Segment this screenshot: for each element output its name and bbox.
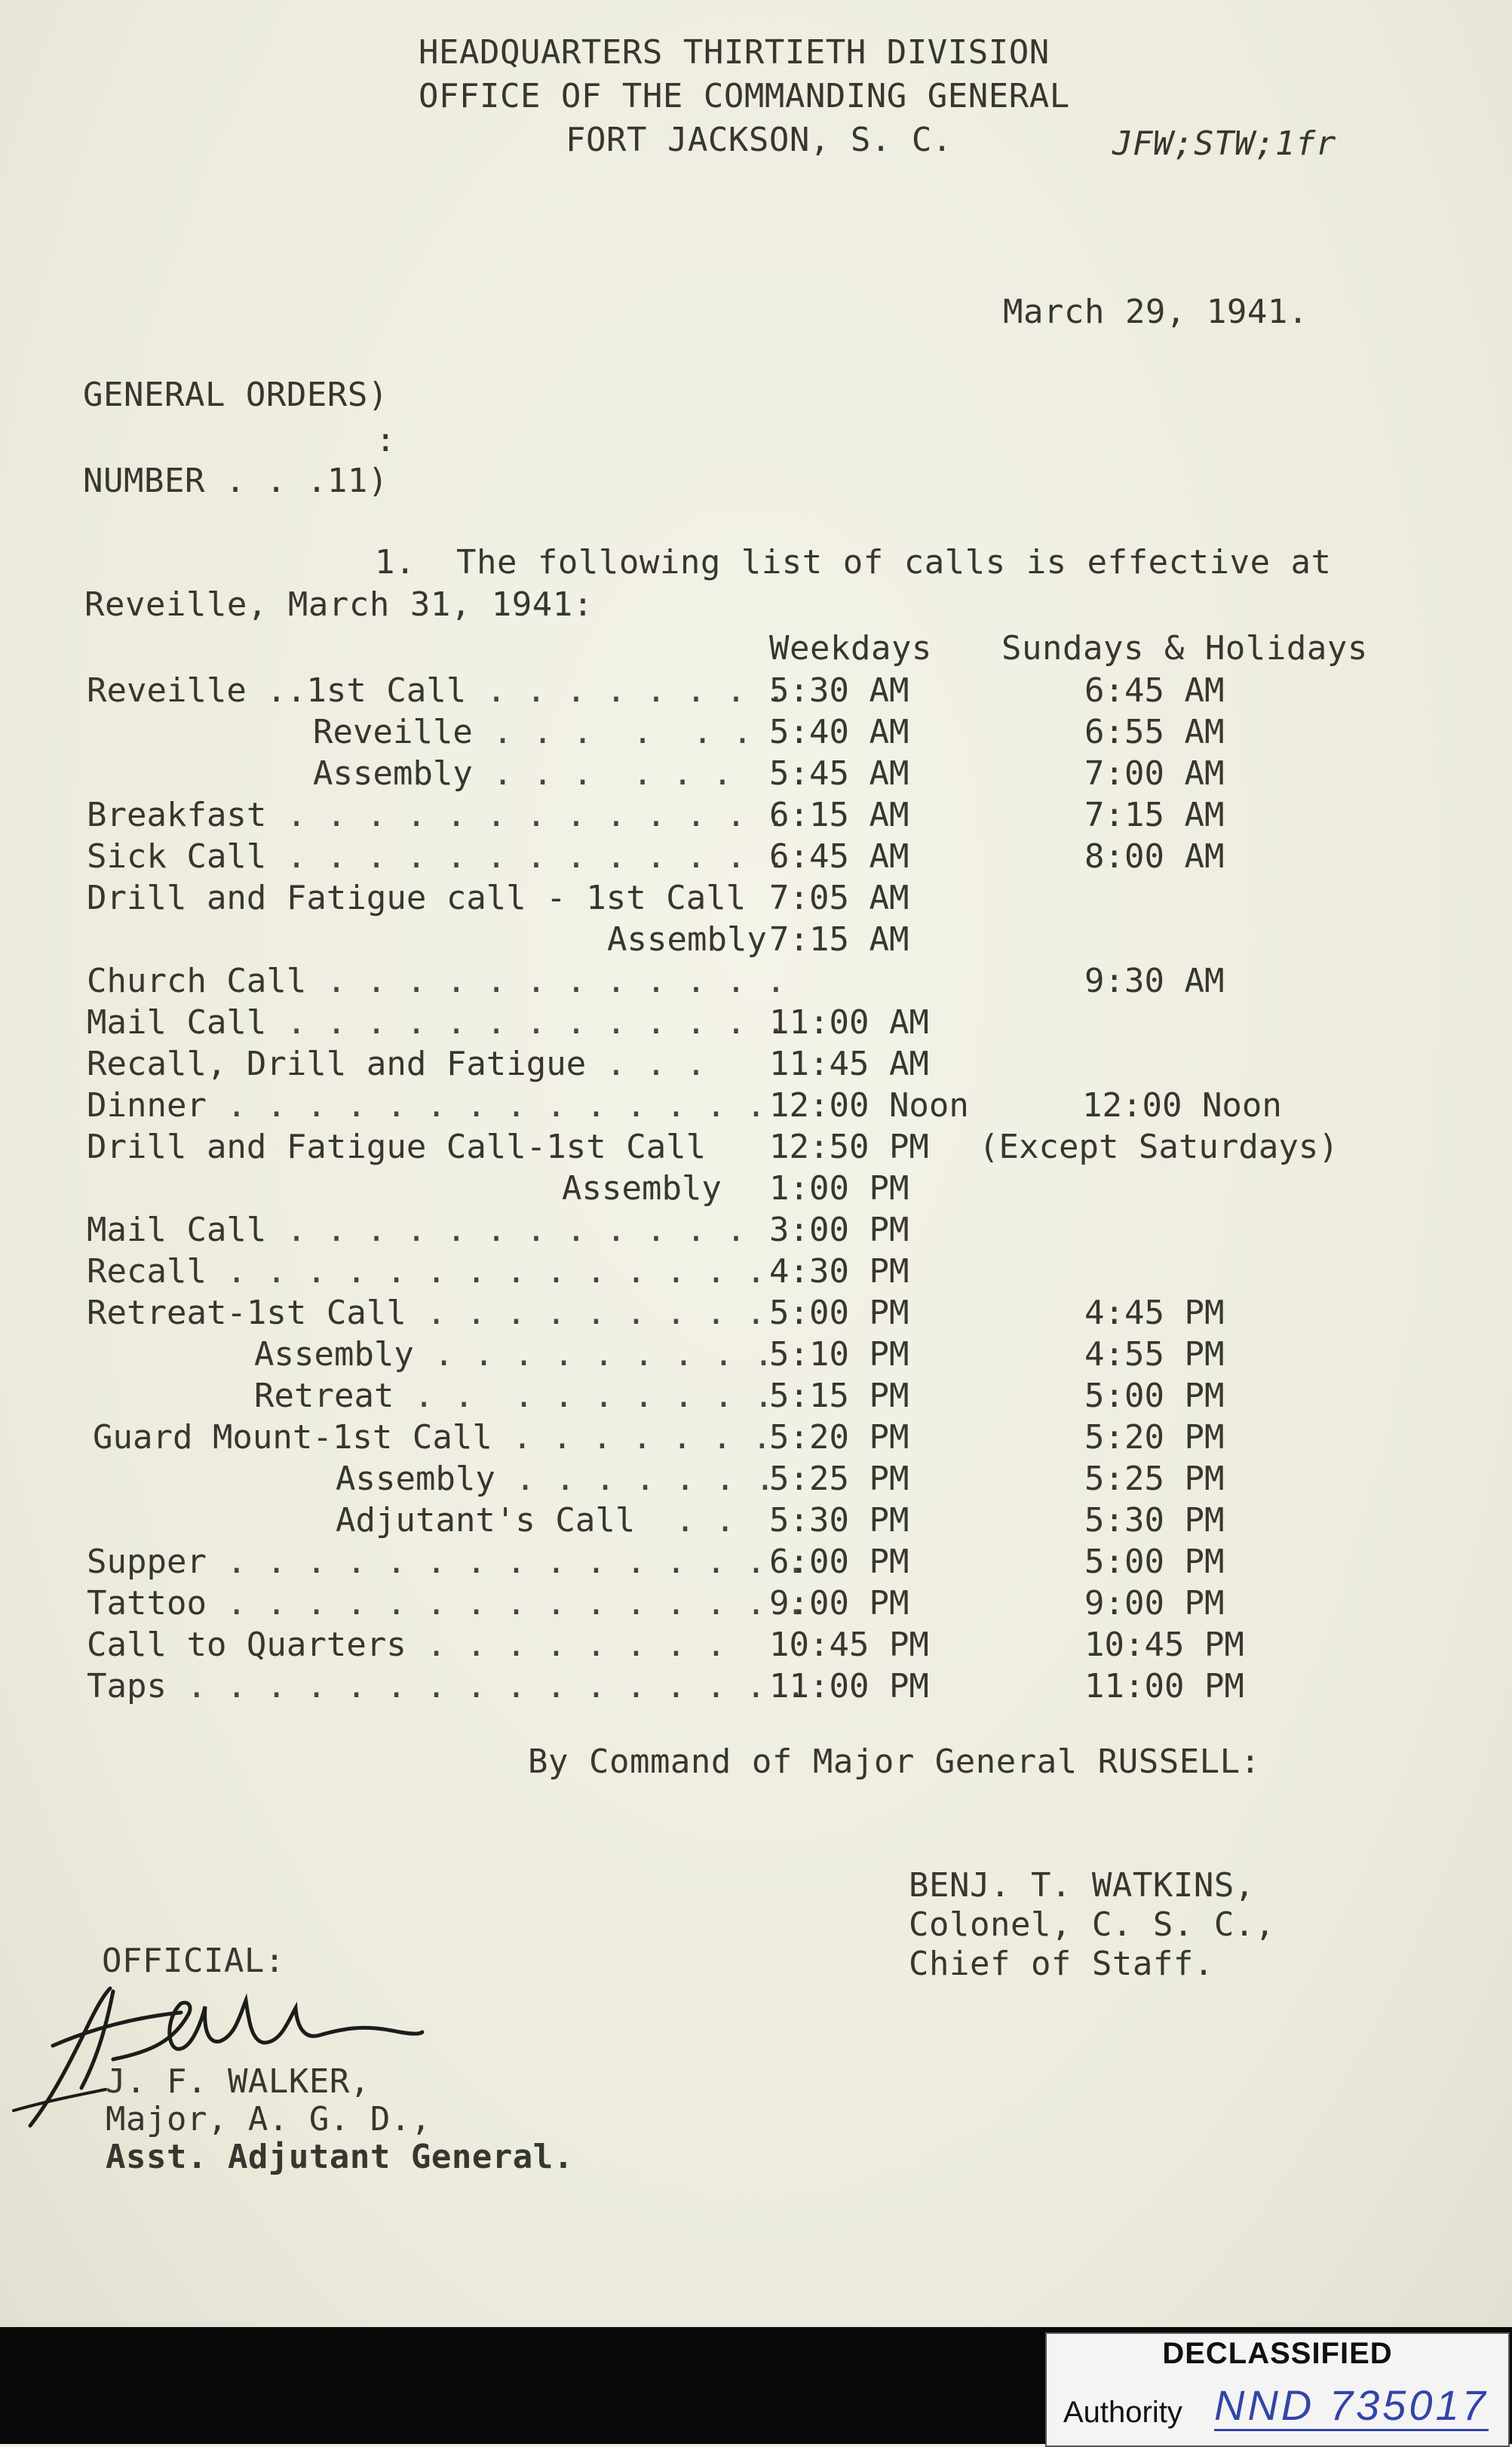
call-label: Mail Call: [87, 1003, 267, 1042]
call-name: [607, 920, 767, 959]
header-line-1: HEADQUARTERS THIRTIETH DIVISION: [419, 33, 1050, 72]
intro-line-2: Reveille, March 31, 1941:: [84, 585, 593, 624]
weekday-time: 4:30 PM: [769, 1252, 909, 1291]
leader-dots: . . . . . . . .: [406, 1626, 726, 1664]
leader-dots: . . . . . . . . . . . . . .: [206, 1086, 766, 1125]
reference-initials: JFW;STW;1fr: [1112, 124, 1336, 163]
call-label: Drill and Fatigue call - 1st Call: [87, 879, 747, 917]
call-name: [254, 1335, 774, 1374]
call-label: Assembly: [313, 754, 473, 793]
weekday-time: 1:00 PM: [769, 1169, 909, 1208]
call-label: Mail Call: [87, 1211, 267, 1249]
call-name: [313, 713, 753, 752]
leader-dots: . . . . . . . . . . . .: [266, 1211, 747, 1249]
declassified-title: DECLASSIFIED: [1162, 2337, 1393, 2370]
weekday-time: 5:00 PM: [769, 1294, 909, 1332]
call-name: [87, 837, 786, 877]
call-label: Dinner: [87, 1086, 207, 1125]
sunday-holiday-time: 7:15 AM: [1084, 796, 1225, 834]
call-label: Call to Quarters: [87, 1626, 406, 1664]
call-label: Retreat: [254, 1377, 394, 1415]
leader-dots: . . . . . . . . .: [394, 1377, 774, 1415]
call-label: Retreat-1st Call: [87, 1294, 406, 1332]
sunday-holiday-time: 10:45 PM: [1084, 1626, 1244, 1664]
header-line-2: OFFICE OF THE COMMANDING GENERAL: [419, 77, 1070, 115]
weekday-time: 5:15 PM: [769, 1377, 909, 1415]
call-label: Sick Call: [87, 837, 267, 876]
sunday-holiday-time: 11:00 PM: [1084, 1667, 1244, 1706]
schedule-note: (Except Saturdays): [979, 1128, 1339, 1166]
sunday-holiday-time: 5:00 PM: [1084, 1377, 1225, 1415]
call-name: [87, 879, 746, 918]
call-name: [254, 1377, 774, 1416]
weekday-time: 12:50 PM: [769, 1128, 929, 1166]
call-name: [87, 1045, 706, 1084]
authority-label: Authority: [1063, 2396, 1182, 2429]
weekday-time: 6:45 AM: [769, 837, 909, 876]
leader-dots: . . . . . . .: [495, 1460, 775, 1498]
call-label: Taps: [87, 1667, 167, 1706]
call-label: Reveille ..1st Call: [87, 671, 467, 710]
sunday-holiday-time: 7:00 AM: [1084, 754, 1225, 793]
call-label: Tattoo: [87, 1584, 207, 1623]
sunday-holiday-time: 5:00 PM: [1084, 1543, 1225, 1581]
leader-dots: . . . . . . . . .: [413, 1335, 774, 1374]
weekday-time: 7:15 AM: [769, 920, 909, 959]
call-name: [87, 1003, 786, 1042]
call-label: Reveille: [313, 713, 473, 751]
chief-of-staff-title: Chief of Staff.: [909, 1945, 1214, 1983]
leader-dots: . . . . . .: [472, 713, 753, 751]
call-name: [87, 1294, 766, 1333]
sunday-holiday-time: 6:45 AM: [1084, 671, 1225, 710]
column-header-sundays-holidays: Sundays & Holidays: [1001, 629, 1368, 668]
official-title: Asst. Adjutant General.: [106, 2138, 574, 2176]
sunday-holiday-time: 6:55 AM: [1084, 713, 1225, 751]
official-rank: Major, A. G. D.,: [106, 2100, 431, 2138]
general-orders-label: GENERAL ORDERS): [83, 376, 388, 414]
weekday-time: 12:00 Noon: [769, 1086, 969, 1125]
sunday-holiday-time: 12:00 Noon: [1082, 1086, 1282, 1125]
call-label: Assembly: [607, 920, 767, 959]
leader-dots: . . . . . . . . .: [406, 1294, 766, 1332]
call-name: [313, 754, 732, 794]
sunday-holiday-time: 4:45 PM: [1084, 1294, 1225, 1332]
sunday-holiday-time: 5:30 PM: [1084, 1501, 1225, 1540]
call-label: Drill and Fatigue Call-1st Call: [87, 1128, 707, 1166]
call-name: [87, 1584, 806, 1623]
leader-dots: . . .: [586, 1045, 707, 1083]
call-label: Breakfast: [87, 796, 267, 834]
call-label: Guard Mount-1st Call: [93, 1418, 492, 1457]
weekday-time: 5:30 PM: [769, 1501, 909, 1540]
call-label: Assembly: [254, 1335, 414, 1374]
weekday-time: 5:30 AM: [769, 671, 909, 710]
call-name: [87, 671, 786, 711]
weekday-time: 3:00 PM: [769, 1211, 909, 1249]
call-label: Recall: [87, 1252, 207, 1291]
call-name: [336, 1460, 775, 1499]
call-name: [87, 1667, 806, 1706]
chief-of-staff-name: BENJ. T. WATKINS,: [909, 1866, 1255, 1905]
leader-dots: . . . . . . . . . . . . . . . .: [166, 1667, 806, 1706]
weekday-time: 6:00 PM: [769, 1543, 909, 1581]
column-header-weekdays: Weekdays: [769, 629, 932, 668]
sunday-holiday-time: 4:55 PM: [1084, 1335, 1225, 1374]
order-number: NUMBER . . .11): [83, 462, 388, 500]
command-line: By Command of Major General RUSSELL:: [528, 1742, 1261, 1781]
call-label: Recall, Drill and Fatigue: [87, 1045, 587, 1083]
leader-dots: . . . . . . . . . . . .: [306, 962, 787, 1000]
call-name: [87, 1543, 806, 1582]
leader-dots: . . . . . . . . . . . . . .: [206, 1252, 766, 1291]
weekday-time: 6:15 AM: [769, 796, 909, 834]
weekday-time: 5:20 PM: [769, 1418, 909, 1457]
leader-dots: . . . . . . . . . . . . . . .: [206, 1584, 806, 1623]
leader-dots: . . . . . . . . . . . . .: [266, 796, 787, 834]
call-label: Assembly: [562, 1169, 722, 1208]
sunday-holiday-time: 8:00 AM: [1084, 837, 1225, 876]
leader-dots: . . . . . . . . . . . . .: [266, 837, 787, 876]
call-name: [87, 796, 786, 835]
weekday-time: 10:45 PM: [769, 1626, 929, 1664]
call-name: [87, 1086, 766, 1125]
leader-dots: . . . . . . . .: [466, 671, 787, 710]
call-label: Assembly: [336, 1460, 495, 1498]
weekday-time: 11:00 AM: [769, 1003, 929, 1042]
header-line-3: FORT JACKSON, S. C.: [566, 121, 952, 159]
call-name: [87, 1211, 746, 1250]
leader-dots: . . . . . .: [472, 754, 733, 793]
call-name: [336, 1501, 735, 1540]
official-name: J. F. WALKER,: [106, 2062, 370, 2101]
sunday-holiday-time: 9:00 PM: [1084, 1584, 1225, 1623]
call-label: Church Call: [87, 962, 307, 1000]
weekday-time: 7:05 AM: [769, 879, 909, 917]
intro-line-1: 1. The following list of calls is effective at: [375, 543, 1332, 582]
chief-of-staff-rank: Colonel, C. S. C.,: [909, 1905, 1275, 1944]
weekday-time: 5:45 AM: [769, 754, 909, 793]
weekday-time: 5:10 PM: [769, 1335, 909, 1374]
sunday-holiday-time: 5:25 PM: [1084, 1460, 1225, 1498]
weekday-time: 11:00 PM: [769, 1667, 929, 1706]
leader-dots: . . . . . . . . . . . . .: [266, 1003, 787, 1042]
call-name: [87, 1252, 766, 1291]
call-name: [93, 1418, 772, 1457]
sunday-holiday-time: 5:20 PM: [1084, 1418, 1225, 1457]
call-label: Adjutant's Call: [336, 1501, 636, 1540]
weekday-time: 11:45 AM: [769, 1045, 929, 1083]
weekday-time: 9:00 PM: [769, 1584, 909, 1623]
weekday-time: 5:40 AM: [769, 713, 909, 751]
call-name: [87, 1626, 726, 1665]
leader-dots: . .: [635, 1501, 735, 1540]
weekday-time: 5:25 PM: [769, 1460, 909, 1498]
call-name: [562, 1169, 722, 1208]
leader-dots: . . . . . . . . . . . . . . .: [206, 1543, 806, 1581]
official-label: OFFICIAL:: [102, 1942, 285, 1980]
authority-value: NND 735017: [1214, 2382, 1489, 2431]
call-label: Supper: [87, 1543, 207, 1581]
sunday-holiday-time: 9:30 AM: [1084, 962, 1225, 1000]
call-name: [87, 962, 786, 1001]
leader-dots: . . . . . . .: [492, 1418, 772, 1457]
call-name: [87, 1128, 706, 1167]
general-orders-colon: :: [376, 421, 396, 459]
declassified-stamp: [1045, 2332, 1510, 2447]
document-date: March 29, 1941.: [1003, 293, 1308, 331]
